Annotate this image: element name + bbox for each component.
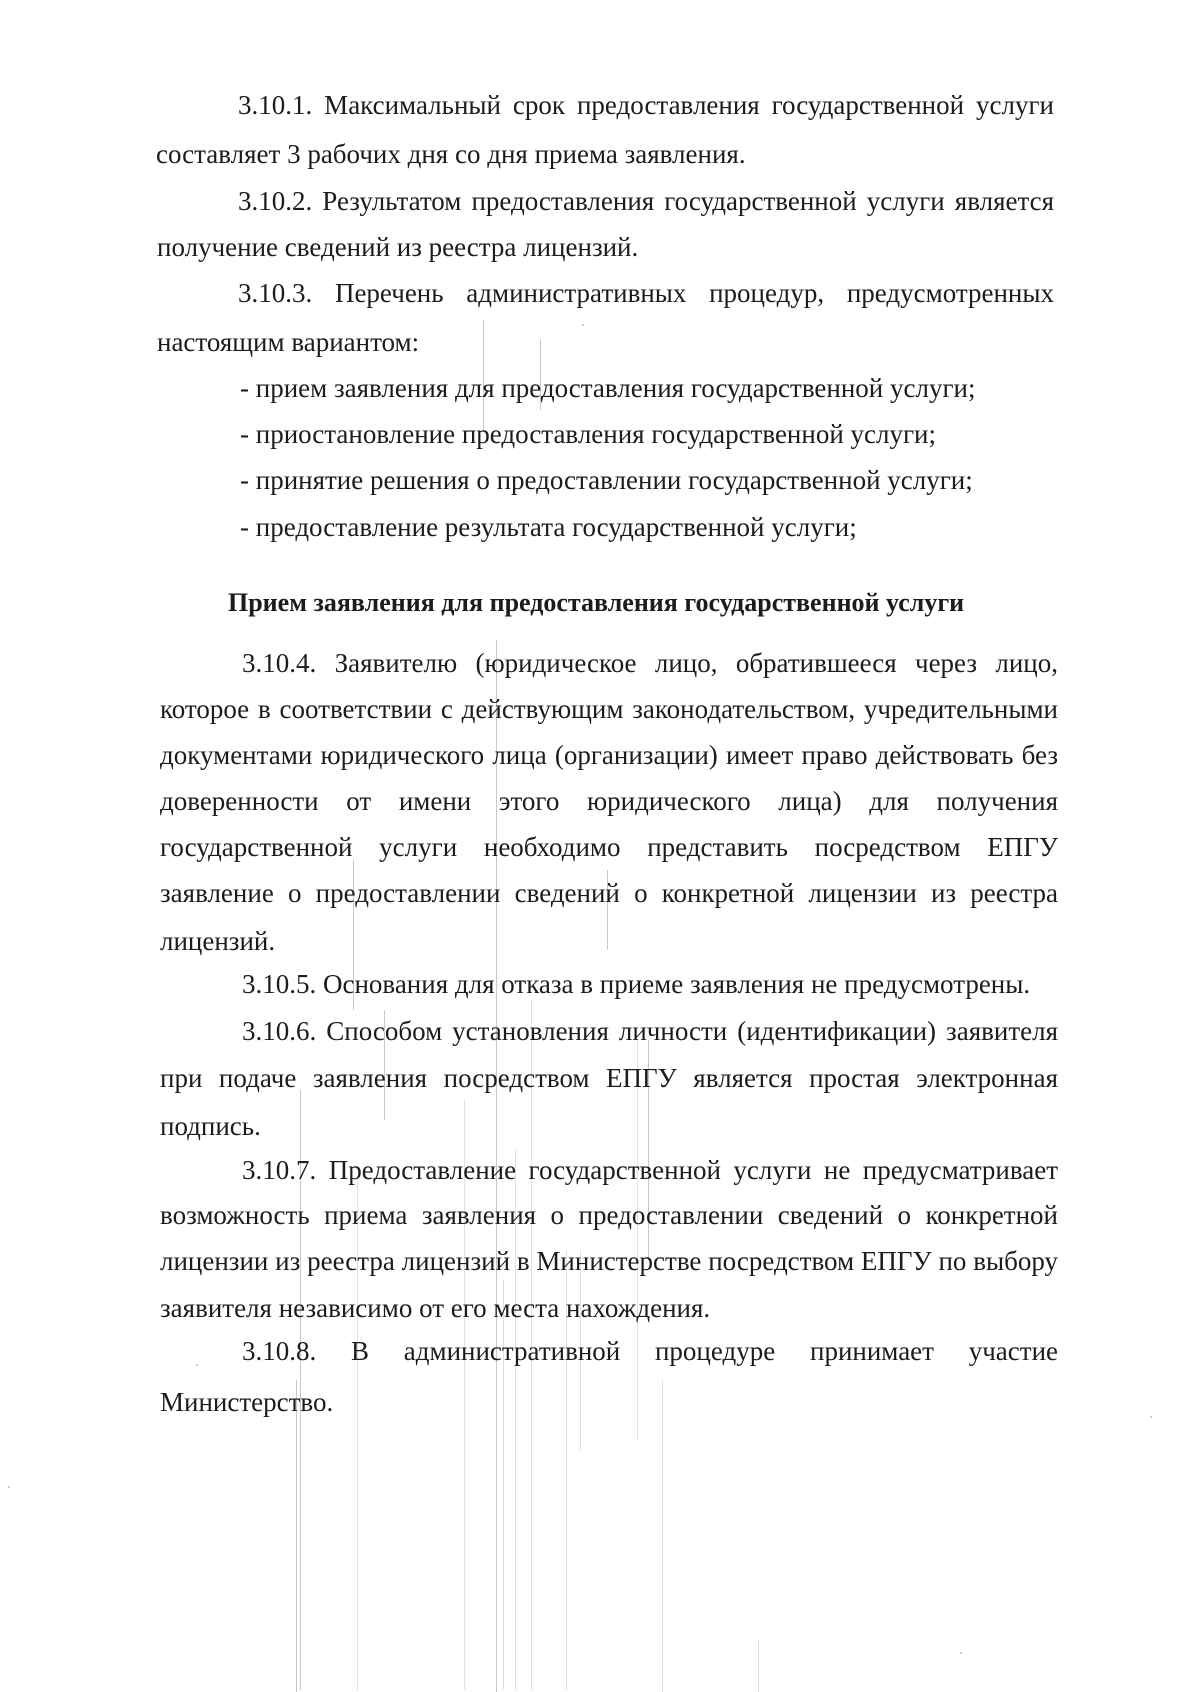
paragraph-3-10-4-line-7: лицензий. [160,926,276,956]
paragraph-3-10-4-line-1: 3.10.4. Заявителю (юридическое лицо, обратившееся через лицо, [242,648,1058,678]
paragraph-3-10-2-line-2: получение сведений из реестра лицензий. [157,232,639,262]
paragraph-3-10-1-line-2: составляет 3 рабочих дня со дня приема заявления. [156,139,746,169]
list-item-2: - приостановление предоставления государственной услуги; [240,419,937,449]
list-item-1: - прием заявления для предоставления государственной услуги; [240,373,976,403]
scan-artifact [637,1040,638,1440]
scan-artifact [196,1364,198,1366]
paragraph-3-10-1-line-1: 3.10.1. Максимальный срок предоставления государственной услуги [238,90,1054,120]
scan-artifact [8,1486,10,1488]
paragraph-3-10-5: 3.10.5. Основания для отказа в приеме заявления не предусмотрены. [242,969,1031,999]
scan-artifact [1150,1416,1152,1418]
paragraph-3-10-4-line-4: доверенности от имени этого юридического лица) для получения [160,786,1058,816]
scan-artifact [662,1380,663,1692]
paragraph-3-10-7-line-2: возможность приема заявления о предоставлении сведений о конкретной [160,1200,1058,1230]
paragraph-3-10-3-line-2: настоящим вариантом: [157,327,420,357]
paragraph-3-10-3-line-1: 3.10.3. Перечень административных процедур, предусмотренных [238,278,1054,308]
paragraph-3-10-4-line-3: документами юридического лица (организации) имеет право действовать без [160,740,1058,770]
scan-artifact [464,1100,465,1690]
paragraph-3-10-4-line-2: которое в соответствии с действующим законодательством, учредительными [160,694,1058,724]
paragraph-3-10-6-line-3: подпись. [160,1111,261,1141]
paragraph-3-10-2-line-1: 3.10.2. Результатом предоставления государственной услуги является [238,186,1054,216]
paragraph-3-10-6-line-2: при подаче заявления посредством ЕПГУ является простая электронная [160,1063,1058,1093]
section-heading: Прием заявления для предоставления государственной услуги [228,588,965,617]
list-item-3: - принятие решения о предоставлении государственной услуги; [240,465,973,495]
paragraph-3-10-4-line-6: заявление о предоставлении сведений о конкретной лицензии из реестра [160,878,1058,908]
paragraph-3-10-7-line-1: 3.10.7. Предоставление государственной услуги не предусматривает [242,1155,1058,1185]
scan-artifact [758,1640,759,1692]
paragraph-3-10-6-line-1: 3.10.6. Способом установления личности (идентификации) заявителя [242,1016,1058,1046]
paragraph-3-10-7-line-3: лицензии из реестра лицензий в Министерстве посредством ЕПГУ по выбору [160,1246,1058,1276]
paragraph-3-10-8-line-2: Министерство. [160,1387,334,1417]
scan-artifact [960,1652,962,1654]
list-item-4: - предоставление результата государственной услуги; [240,512,857,542]
paragraph-3-10-8-line-1: 3.10.8. В административной процедуре принимает участие [242,1336,1058,1366]
paragraph-3-10-4-line-5: государственной услуги необходимо представить посредством ЕПГУ [160,832,1058,862]
scan-artifact [582,324,584,326]
paragraph-3-10-7-line-4: заявителя независимо от его места нахождения. [160,1293,711,1323]
scan-artifact [296,1380,297,1692]
